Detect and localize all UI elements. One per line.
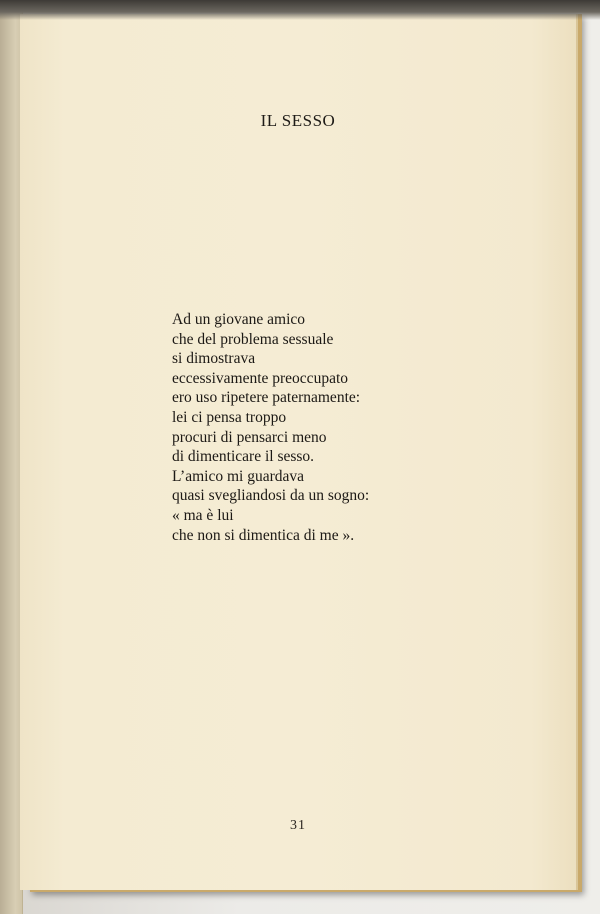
page-number: 31 (290, 818, 306, 833)
top-shadow (0, 0, 600, 20)
poem-line: che non si dimentica di me ». (172, 526, 355, 544)
poem-line: « ma è lui (172, 506, 234, 524)
poem-line: di dimenticare il sesso. (172, 448, 315, 466)
poem-text (172, 310, 532, 545)
poem-line: ero uso ripetere paternamente: (172, 389, 361, 407)
poem-line: Ad un giovane amico (172, 311, 306, 328)
poem-line: si dimostrava (172, 350, 256, 368)
poem-line: quasi svegliandosi da un sogno: (172, 487, 370, 505)
poem-line: lei ci pensa troppo (172, 408, 287, 426)
book-page (20, 14, 578, 890)
poem-line: eccessivamente preoccupato (172, 369, 349, 387)
poem-line: procuri di pensarci meno (172, 428, 327, 446)
poem-line: L’amico mi guardava (172, 467, 304, 485)
poem-line: che del problema sessuale (172, 330, 334, 348)
page-title: IL SESSO (260, 111, 336, 130)
